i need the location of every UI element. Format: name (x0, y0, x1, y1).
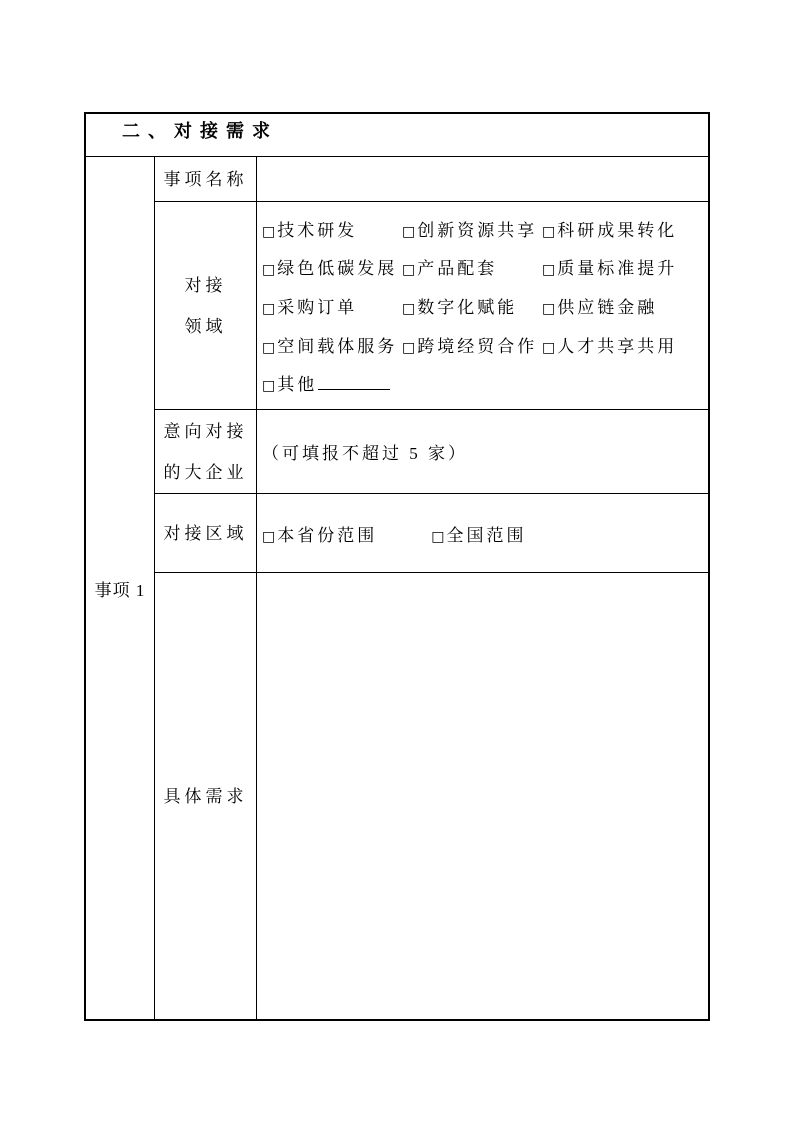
checkbox-icon[interactable]: □ (262, 262, 276, 279)
item-name-label: 事项名称 (163, 169, 248, 189)
checkbox-option[interactable] (402, 332, 542, 357)
checkbox-option-national[interactable] (431, 521, 526, 546)
checkbox-option-province[interactable] (262, 521, 377, 546)
docking-field-label-line1: 对接 (184, 275, 227, 295)
item-group-cell (86, 157, 155, 1019)
section-header (86, 114, 708, 157)
checkbox-icon[interactable]: □ (542, 262, 556, 279)
specific-needs-label-cell (155, 573, 257, 1019)
checkbox-option[interactable] (542, 216, 708, 241)
checkbox-option-other[interactable] (262, 370, 390, 395)
enterprises-label-cell (155, 410, 257, 494)
options-line (262, 216, 708, 241)
item-group-label: 事项 1 (94, 580, 146, 600)
checkbox-icon[interactable]: □ (542, 339, 556, 356)
checkbox-icon[interactable]: □ (262, 378, 276, 395)
specific-needs-value-cell[interactable] (257, 573, 708, 1019)
region-label-cell (155, 494, 257, 573)
enterprises-label-line2: 的大企业 (163, 462, 248, 482)
checkbox-option[interactable] (542, 332, 708, 357)
docking-field-options-cell (257, 202, 708, 410)
options-line (262, 293, 708, 318)
region-options-cell (257, 494, 708, 573)
item-name-value-cell[interactable] (257, 157, 708, 202)
checkbox-icon[interactable]: □ (262, 223, 276, 240)
checkbox-label: 技术研发 (277, 220, 358, 240)
specific-needs-label: 具体需求 (163, 786, 248, 806)
checkbox-label: 质量标准提升 (557, 259, 678, 279)
checkbox-option[interactable] (542, 293, 708, 318)
checkbox-label: 全国范围 (446, 525, 527, 545)
checkbox-label: 人才共享共用 (557, 336, 678, 356)
checkbox-icon[interactable]: □ (262, 339, 276, 356)
checkbox-option[interactable] (402, 254, 542, 279)
checkbox-option[interactable] (402, 293, 542, 318)
checkbox-icon[interactable]: □ (262, 528, 276, 545)
checkbox-icon[interactable]: □ (402, 223, 416, 240)
other-blank-line[interactable] (318, 374, 390, 390)
docking-needs-table (84, 112, 710, 1021)
enterprises-label-line1: 意向对接 (163, 421, 248, 441)
checkbox-label: 产品配套 (417, 259, 498, 279)
options-line (262, 254, 708, 279)
checkbox-option[interactable] (542, 254, 708, 279)
checkbox-label: 供应链金融 (557, 297, 658, 317)
checkbox-label: 科研成果转化 (557, 220, 678, 240)
section-title: 二、对接需求 (122, 121, 278, 141)
checkbox-label: 空间载体服务 (277, 336, 398, 356)
checkbox-option[interactable] (262, 332, 402, 357)
checkbox-option[interactable] (262, 293, 402, 318)
checkbox-label: 采购订单 (277, 297, 358, 317)
checkbox-icon[interactable]: □ (542, 223, 556, 240)
checkbox-icon[interactable]: □ (402, 300, 416, 317)
checkbox-option[interactable] (262, 216, 402, 241)
checkbox-icon[interactable]: □ (542, 300, 556, 317)
checkbox-label: 本省份范围 (277, 525, 378, 545)
checkbox-icon[interactable]: □ (262, 300, 276, 317)
checkbox-label: 创新资源共享 (417, 220, 538, 240)
checkbox-label: 跨境经贸合作 (417, 336, 538, 356)
checkbox-icon[interactable]: □ (402, 339, 416, 356)
checkbox-option[interactable] (262, 254, 402, 279)
docking-field-label-cell (155, 202, 257, 410)
checkbox-icon[interactable]: □ (431, 528, 445, 545)
checkbox-label: 其他 (277, 375, 318, 395)
docking-field-label-line2: 领域 (184, 316, 227, 336)
enterprises-hint: （可填报不超过 5 家） (262, 444, 468, 463)
checkbox-label: 绿色低碳发展 (277, 259, 398, 279)
checkbox-option[interactable] (402, 216, 542, 241)
checkbox-label: 数字化赋能 (417, 297, 518, 317)
checkbox-icon[interactable]: □ (402, 262, 416, 279)
region-label: 对接区域 (163, 523, 248, 543)
options-line-other (262, 370, 708, 395)
enterprises-value-cell[interactable] (257, 410, 708, 494)
item-name-label-cell (155, 157, 257, 202)
options-line (262, 332, 708, 357)
